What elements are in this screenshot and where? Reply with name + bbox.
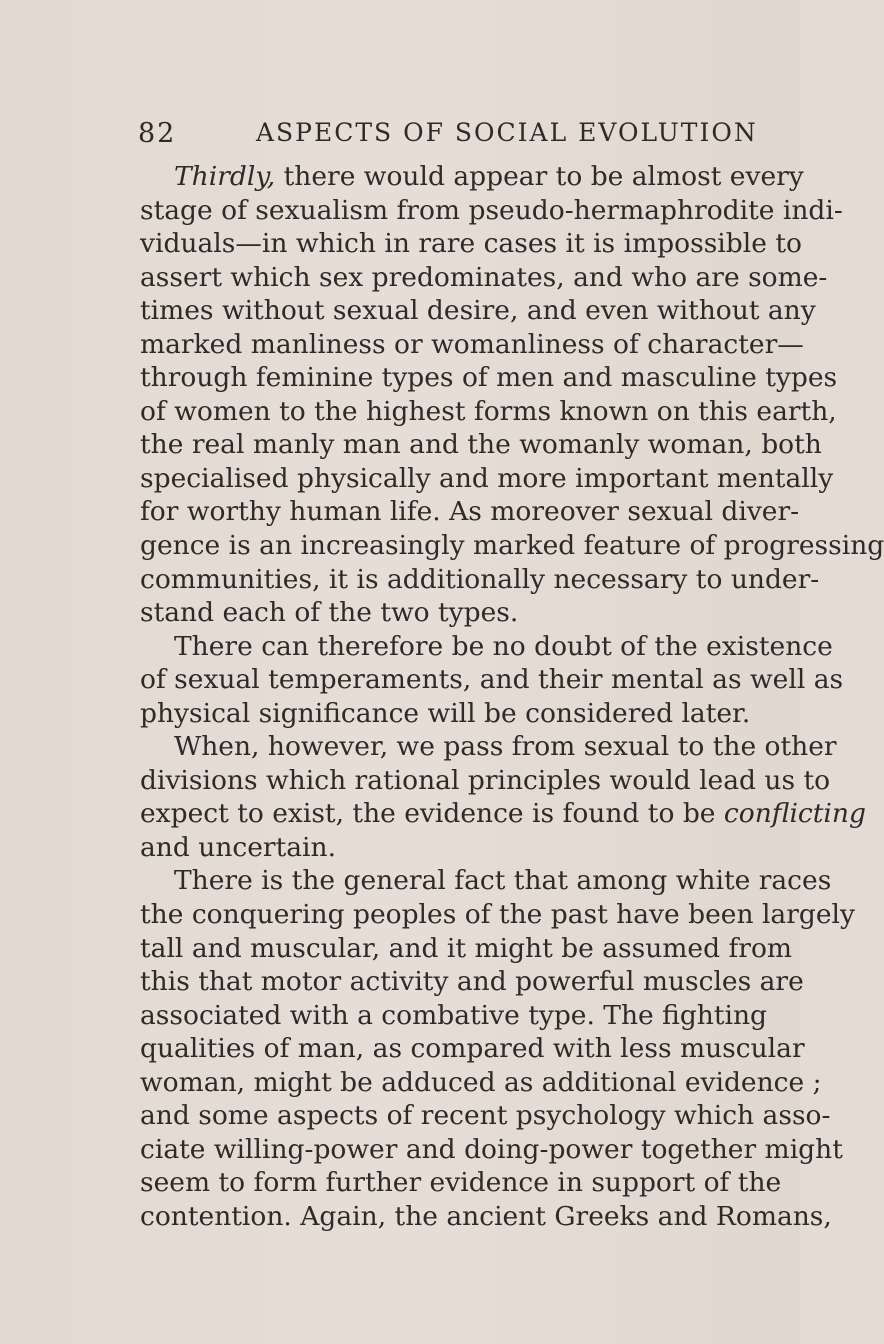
body-text	[140, 160, 884, 1234]
text-line: stand each of the two types.	[140, 597, 519, 629]
running-title: ASPECTS OF SOCIAL EVOLUTION	[256, 118, 758, 147]
text-line: marked manliness or womanliness of character—	[140, 328, 804, 360]
text-line: viduals—in which in rare cases it is impossible to	[140, 228, 802, 260]
text-line: qualities of man, as compared with less muscular	[140, 1033, 805, 1065]
text-line: gence is an increasingly marked feature of progressing	[140, 530, 884, 562]
text-line: tall and muscular, and it might be assumed from	[140, 932, 793, 964]
text-line: stage of sexualism from pseudo-hermaphrodite indi-	[140, 194, 843, 226]
running-head	[138, 118, 758, 158]
text-line: associated with a combative type. The fighting	[140, 999, 768, 1031]
text-line: this that motor activity and powerful muscles are	[140, 966, 804, 998]
text-line: There can therefore be no doubt of the existence	[174, 630, 833, 662]
text-line: assert which sex predominates, and who are some-	[140, 261, 828, 293]
page-number: 82	[138, 118, 177, 149]
text-line: expect to exist, the evidence is found to be conflicting	[140, 798, 866, 830]
text-line: seem to form further evidence in support of the	[140, 1167, 782, 1199]
text-line: communities, it is additionally necessary to under-	[140, 563, 820, 595]
text-line: woman, might be adduced as additional evidence ;	[140, 1066, 822, 1098]
text-line: the real manly man and the womanly woman, both	[140, 429, 822, 461]
text-line: Thirdly, there would appear to be almost every	[174, 161, 804, 192]
text-line: through feminine types of men and masculine types	[140, 362, 838, 394]
text-line: for worthy human life. As moreover sexual diver-	[140, 496, 800, 528]
text-line: and uncertain.	[140, 831, 336, 863]
text-line: and some aspects of recent psychology which asso-	[140, 1100, 831, 1132]
text-line: contention. Again, the ancient Greeks and Romans,	[140, 1200, 832, 1232]
text-line: There is the general fact that among white races	[174, 865, 832, 897]
text-line: ciate willing-power and doing-power together might	[140, 1133, 843, 1165]
text-line: divisions which rational principles would lead us to	[140, 764, 831, 796]
text-line: of sexual temperaments, and their mental as well as	[140, 664, 844, 696]
text-line: specialised physically and more important mentally	[140, 462, 834, 494]
text-line: physical significance will be considered later.	[140, 697, 751, 729]
text-line: When, however, we pass from sexual to the other	[174, 731, 837, 763]
text-line: of women to the highest forms known on this earth,	[140, 395, 837, 427]
text-line: the conquering peoples of the past have been largely	[140, 899, 855, 931]
text-line: times without sexual desire, and even without any	[140, 295, 816, 327]
